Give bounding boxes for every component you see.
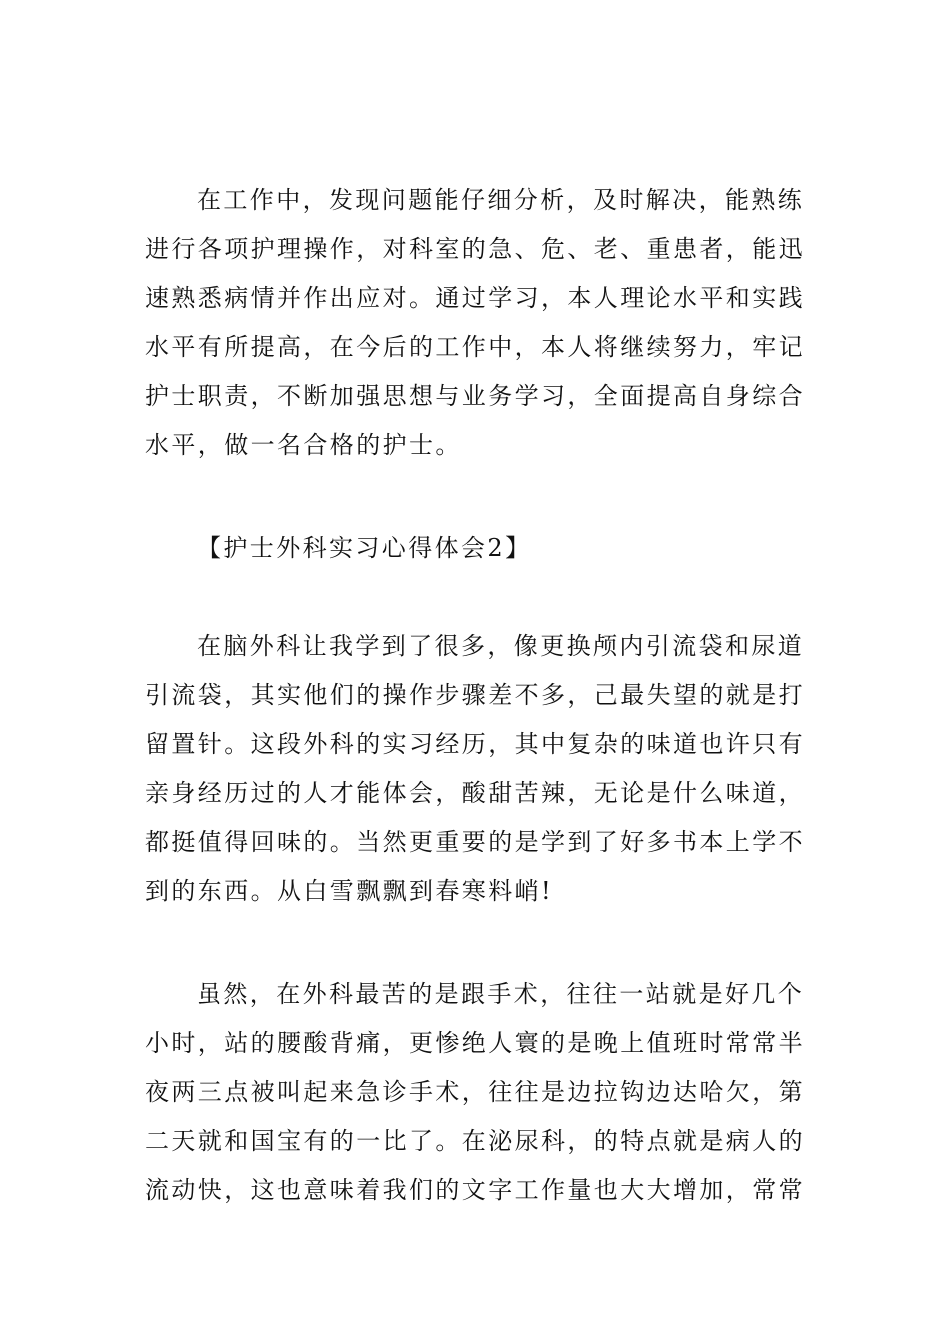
paragraph-line: 都挺值得回味的。当然更重要的是学到了好多书本上学不 xyxy=(145,828,805,856)
paragraph-line: 小时，站的腰酸背痛，更惨绝人寰的是晚上值班时常常半 xyxy=(145,1029,805,1057)
paragraph-line: 速熟悉病情并作出应对。通过学习，本人理论水平和实践 xyxy=(145,284,805,312)
paragraph-2 xyxy=(145,622,815,916)
paragraph-line: 流动快，这也意味着我们的文字工作量也大大增加，常常 xyxy=(145,1176,805,1204)
paragraph-line: 夜两三点被叫起来急诊手术，往往是边拉钩边达哈欠，第 xyxy=(145,1078,805,1106)
paragraph-line: 到的东西。从白雪飘飘到春寒料峭! xyxy=(145,877,554,905)
paragraph-1 xyxy=(145,176,815,470)
paragraph-3 xyxy=(145,970,815,1215)
paragraph-line: 进行各项护理操作，对科室的急、危、老、重患者，能迅 xyxy=(145,235,805,263)
section-heading-text: 【护士外科实习心得体会2】 xyxy=(197,534,532,562)
paragraph-line: 在脑外科让我学到了很多，像更换颅内引流袋和尿道 xyxy=(197,632,805,660)
section-heading xyxy=(145,524,815,573)
paragraph-line: 留置针。这段外科的实习经历，其中复杂的味道也许只有 xyxy=(145,730,805,758)
paragraph-line: 水平，做一名合格的护士。 xyxy=(145,431,462,459)
paragraph-line: 二天就和国宝有的一比了。在泌尿科，的特点就是病人的 xyxy=(145,1127,805,1155)
paragraph-line: 水平有所提高，在今后的工作中，本人将继续努力，牢记 xyxy=(145,333,805,361)
paragraph-line: 在工作中，发现问题能仔细分析，及时解决，能熟练 xyxy=(197,186,805,214)
paragraph-line: 引流袋，其实他们的操作步骤差不多，己最失望的就是打 xyxy=(145,681,805,709)
paragraph-line: 虽然，在外科最苦的是跟手术，往往一站就是好几个 xyxy=(197,980,805,1008)
paragraph-line: 亲身经历过的人才能体会，酸甜苦辣，无论是什么味道， xyxy=(145,779,805,807)
paragraph-line: 护士职责，不断加强思想与业务学习，全面提高自身综合 xyxy=(145,382,805,410)
